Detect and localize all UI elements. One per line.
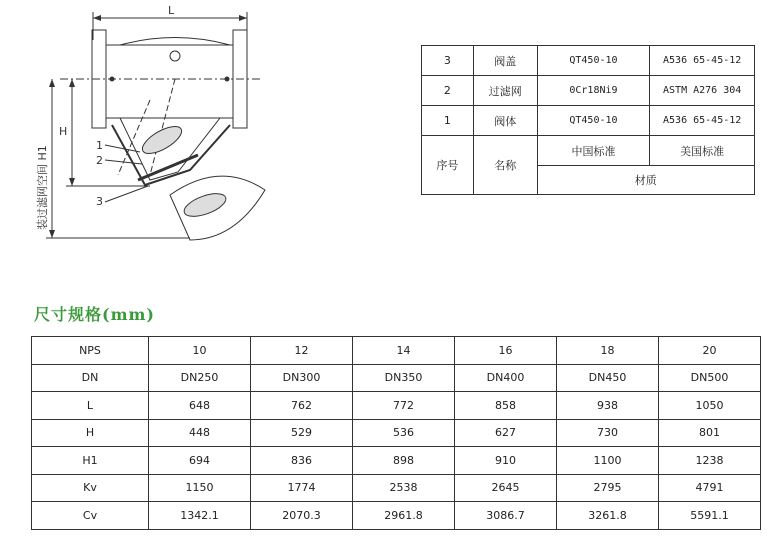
mat-header-name: 名称 (473, 136, 537, 195)
table-row (32, 447, 761, 475)
cell: 20 (659, 337, 761, 365)
cell: 627 (455, 419, 557, 447)
table-row (32, 392, 761, 420)
callout-2: 2 (96, 154, 103, 167)
cell: DN350 (353, 364, 455, 392)
mat-us-3: A536 65-45-12 (650, 46, 755, 76)
cell: DN250 (149, 364, 251, 392)
cell: 858 (455, 392, 557, 420)
table-row (422, 136, 755, 166)
mat-no-3: 3 (422, 46, 474, 76)
row-label-h1: H1 (32, 447, 149, 475)
cell: 2795 (557, 474, 659, 502)
mat-us-2: ASTM A276 304 (650, 76, 755, 106)
table-row (32, 337, 761, 365)
cell: DN450 (557, 364, 659, 392)
cell: 730 (557, 419, 659, 447)
cell: 1774 (251, 474, 353, 502)
materials-table (421, 45, 755, 195)
cell: 16 (455, 337, 557, 365)
cell: 1342.1 (149, 502, 251, 530)
table-row (422, 106, 755, 136)
mat-us-1: A536 65-45-12 (650, 106, 755, 136)
cell: 18 (557, 337, 659, 365)
cell: 14 (353, 337, 455, 365)
cell: 12 (251, 337, 353, 365)
row-label-cv: Cv (32, 502, 149, 530)
cell: 1238 (659, 447, 761, 475)
callout-3: 3 (96, 195, 103, 208)
table-row (422, 76, 755, 106)
cell: DN500 (659, 364, 761, 392)
table-row (32, 474, 761, 502)
cell: 1100 (557, 447, 659, 475)
row-label-kv: Kv (32, 474, 149, 502)
dim-l-label: L (168, 4, 175, 17)
row-label-dn: DN (32, 364, 149, 392)
mat-header-us: 美国标准 (650, 136, 755, 166)
table-row (32, 419, 761, 447)
table-row (32, 364, 761, 392)
cell: DN400 (455, 364, 557, 392)
cell: 801 (659, 419, 761, 447)
cell: 762 (251, 392, 353, 420)
mat-no-2: 2 (422, 76, 474, 106)
mat-cn-1: QT450-10 (537, 106, 650, 136)
row-label-nps: NPS (32, 337, 149, 365)
cell: 898 (353, 447, 455, 475)
cell: 2538 (353, 474, 455, 502)
cell: 1050 (659, 392, 761, 420)
dimensions-table (31, 336, 761, 530)
callout-1: 1 (96, 139, 103, 152)
mat-cn-2: 0Cr18Ni9 (537, 76, 650, 106)
cell: 2961.8 (353, 502, 455, 530)
cell: 938 (557, 392, 659, 420)
cell: 910 (455, 447, 557, 475)
table-row (422, 46, 755, 76)
mat-header-cn: 中国标准 (537, 136, 650, 166)
mat-header-no: 序号 (422, 136, 474, 195)
cell: 2645 (455, 474, 557, 502)
cell: 10 (149, 337, 251, 365)
cell: 448 (149, 419, 251, 447)
row-label-l: L (32, 392, 149, 420)
cell: 529 (251, 419, 353, 447)
strainer-drawing (0, 0, 420, 260)
cell: 836 (251, 447, 353, 475)
mat-header-material: 材质 (537, 166, 754, 195)
dimensions-title: 尺寸规格(mm) (34, 305, 156, 324)
mat-name-3: 阀盖 (473, 46, 537, 76)
table-row (32, 502, 761, 530)
cell: 2070.3 (251, 502, 353, 530)
cell: 1150 (149, 474, 251, 502)
cell: 694 (149, 447, 251, 475)
mat-name-1: 阀体 (473, 106, 537, 136)
cell: 5591.1 (659, 502, 761, 530)
cell: 4791 (659, 474, 761, 502)
mat-name-2: 过滤网 (473, 76, 537, 106)
cell: 648 (149, 392, 251, 420)
cell: 3261.8 (557, 502, 659, 530)
dim-h-label: H (59, 125, 68, 138)
mat-cn-3: QT450-10 (537, 46, 650, 76)
cell: 772 (353, 392, 455, 420)
cell: DN300 (251, 364, 353, 392)
cell: 3086.7 (455, 502, 557, 530)
cell: 536 (353, 419, 455, 447)
mat-no-1: 1 (422, 106, 474, 136)
row-label-h: H (32, 419, 149, 447)
dim-h1-label: 装过滤网空间 H1 (36, 145, 49, 230)
